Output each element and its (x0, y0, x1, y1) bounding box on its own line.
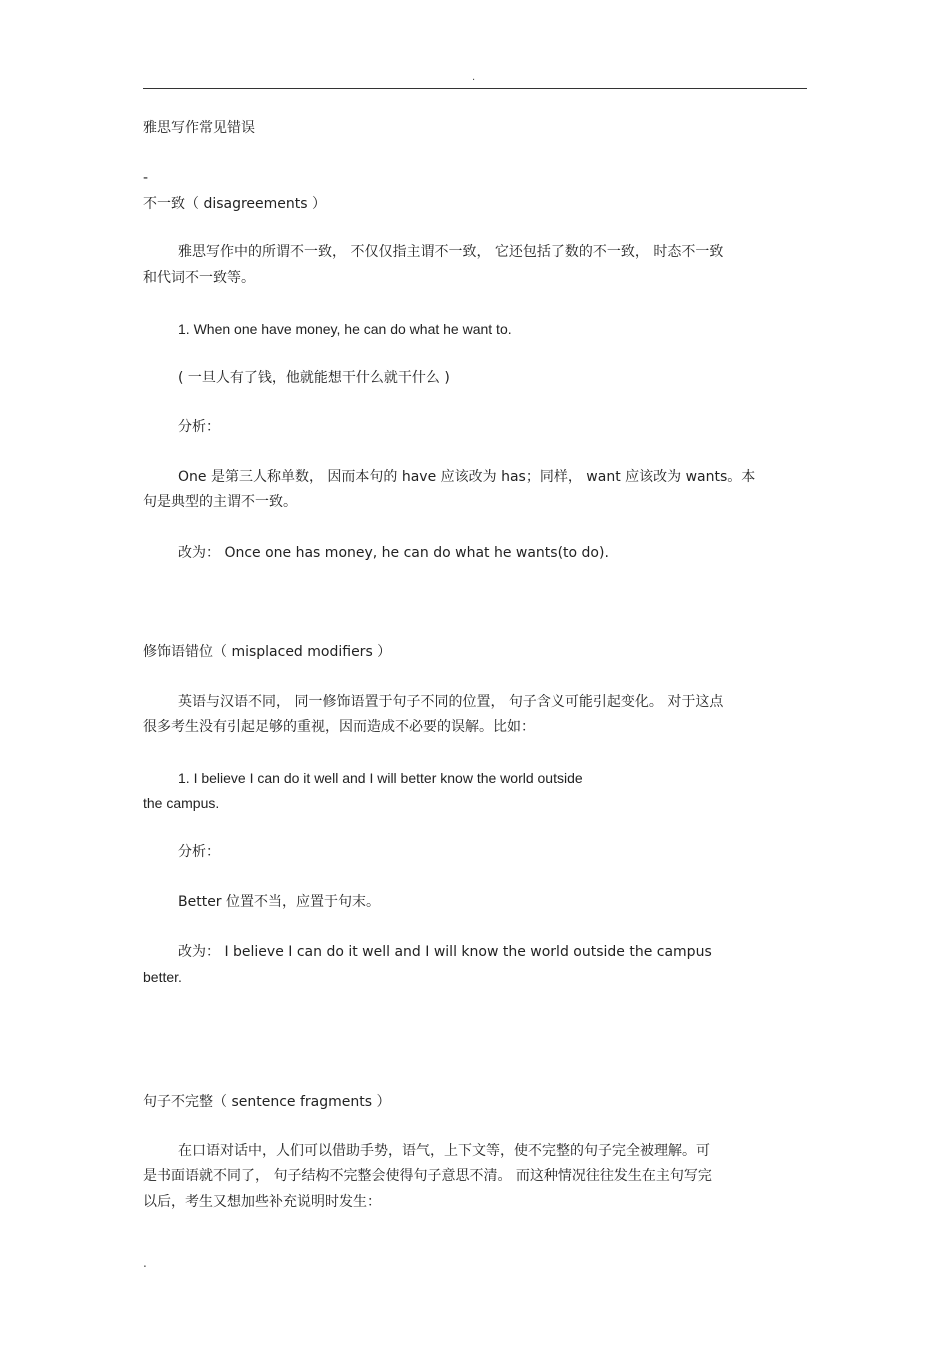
section2-intro-line2: 很多考生没有引起足够的重视，因而造成不必要的误解。比如： (143, 719, 535, 735)
section1-translation: ( 一旦人有了钱，他就能想干什么就干什么 ) (178, 370, 450, 386)
header-dot: . (472, 72, 476, 83)
section2-example-line2: the campus. (143, 795, 220, 811)
document-title: 雅思写作常见错误 (143, 120, 255, 136)
section2-analysis-text: Better 位置不当，应置于句末。 (178, 894, 381, 910)
section2-intro-line1: 英语与汉语不同， 同一修饰语置于句子不同的位置， 句子含义可能引起变化。 对于这点 (178, 694, 724, 710)
section3-intro-line2: 是书面语就不同了， 句子结构不完整会使得句子意思不清。 而这种情况往往发生在主句写完 (143, 1168, 712, 1184)
section1-intro-line1: 雅思写作中的所谓不一致， 不仅仅指主谓不一致， 它还包括了数的不一致， 时态不一致 (178, 244, 724, 260)
section3-heading: 句子不完整（ sentence fragments ） (143, 1094, 391, 1110)
section2-example-line1: 1. I believe I can do it well and I will better know the world outside (178, 770, 583, 786)
section1-example: 1. When one have money, he can do what he want to. (178, 321, 512, 337)
section1-correction: 改为： Once one has money, he can do what he wants(to do). (178, 545, 609, 561)
section1-analysis-line2: 句是典型的主谓不一致。 (143, 494, 297, 510)
section3-intro-line1: 在口语对话中，人们可以借助手势，语气，上下文等，使不完整的句子完全被理解。可 (178, 1143, 710, 1159)
section1-analysis-label: 分析： (178, 419, 220, 435)
section1-heading: 不一致（ disagreements ） (143, 196, 327, 212)
section2-analysis-label: 分析： (178, 844, 220, 860)
section2-correction-line1: 改为： I believe I can do it well and I will know the world outside the campus (178, 944, 712, 960)
section1-intro-line2: 和代词不一致等。 (143, 270, 255, 286)
section1-analysis-line1: One 是第三人称单数， 因而本句的 have 应该改为 has；同样， want 应该改为 wants。本 (178, 469, 756, 485)
section2-correction-line2: better. (143, 969, 182, 985)
section-dash: - (143, 170, 149, 186)
section2-heading: 修饰语错位（ misplaced modifiers ） (143, 644, 392, 660)
header-rule (143, 88, 807, 89)
section3-intro-line3: 以后，考生又想加些补充说明时发生： (143, 1194, 381, 1210)
footer-dot: . (143, 1256, 147, 1270)
